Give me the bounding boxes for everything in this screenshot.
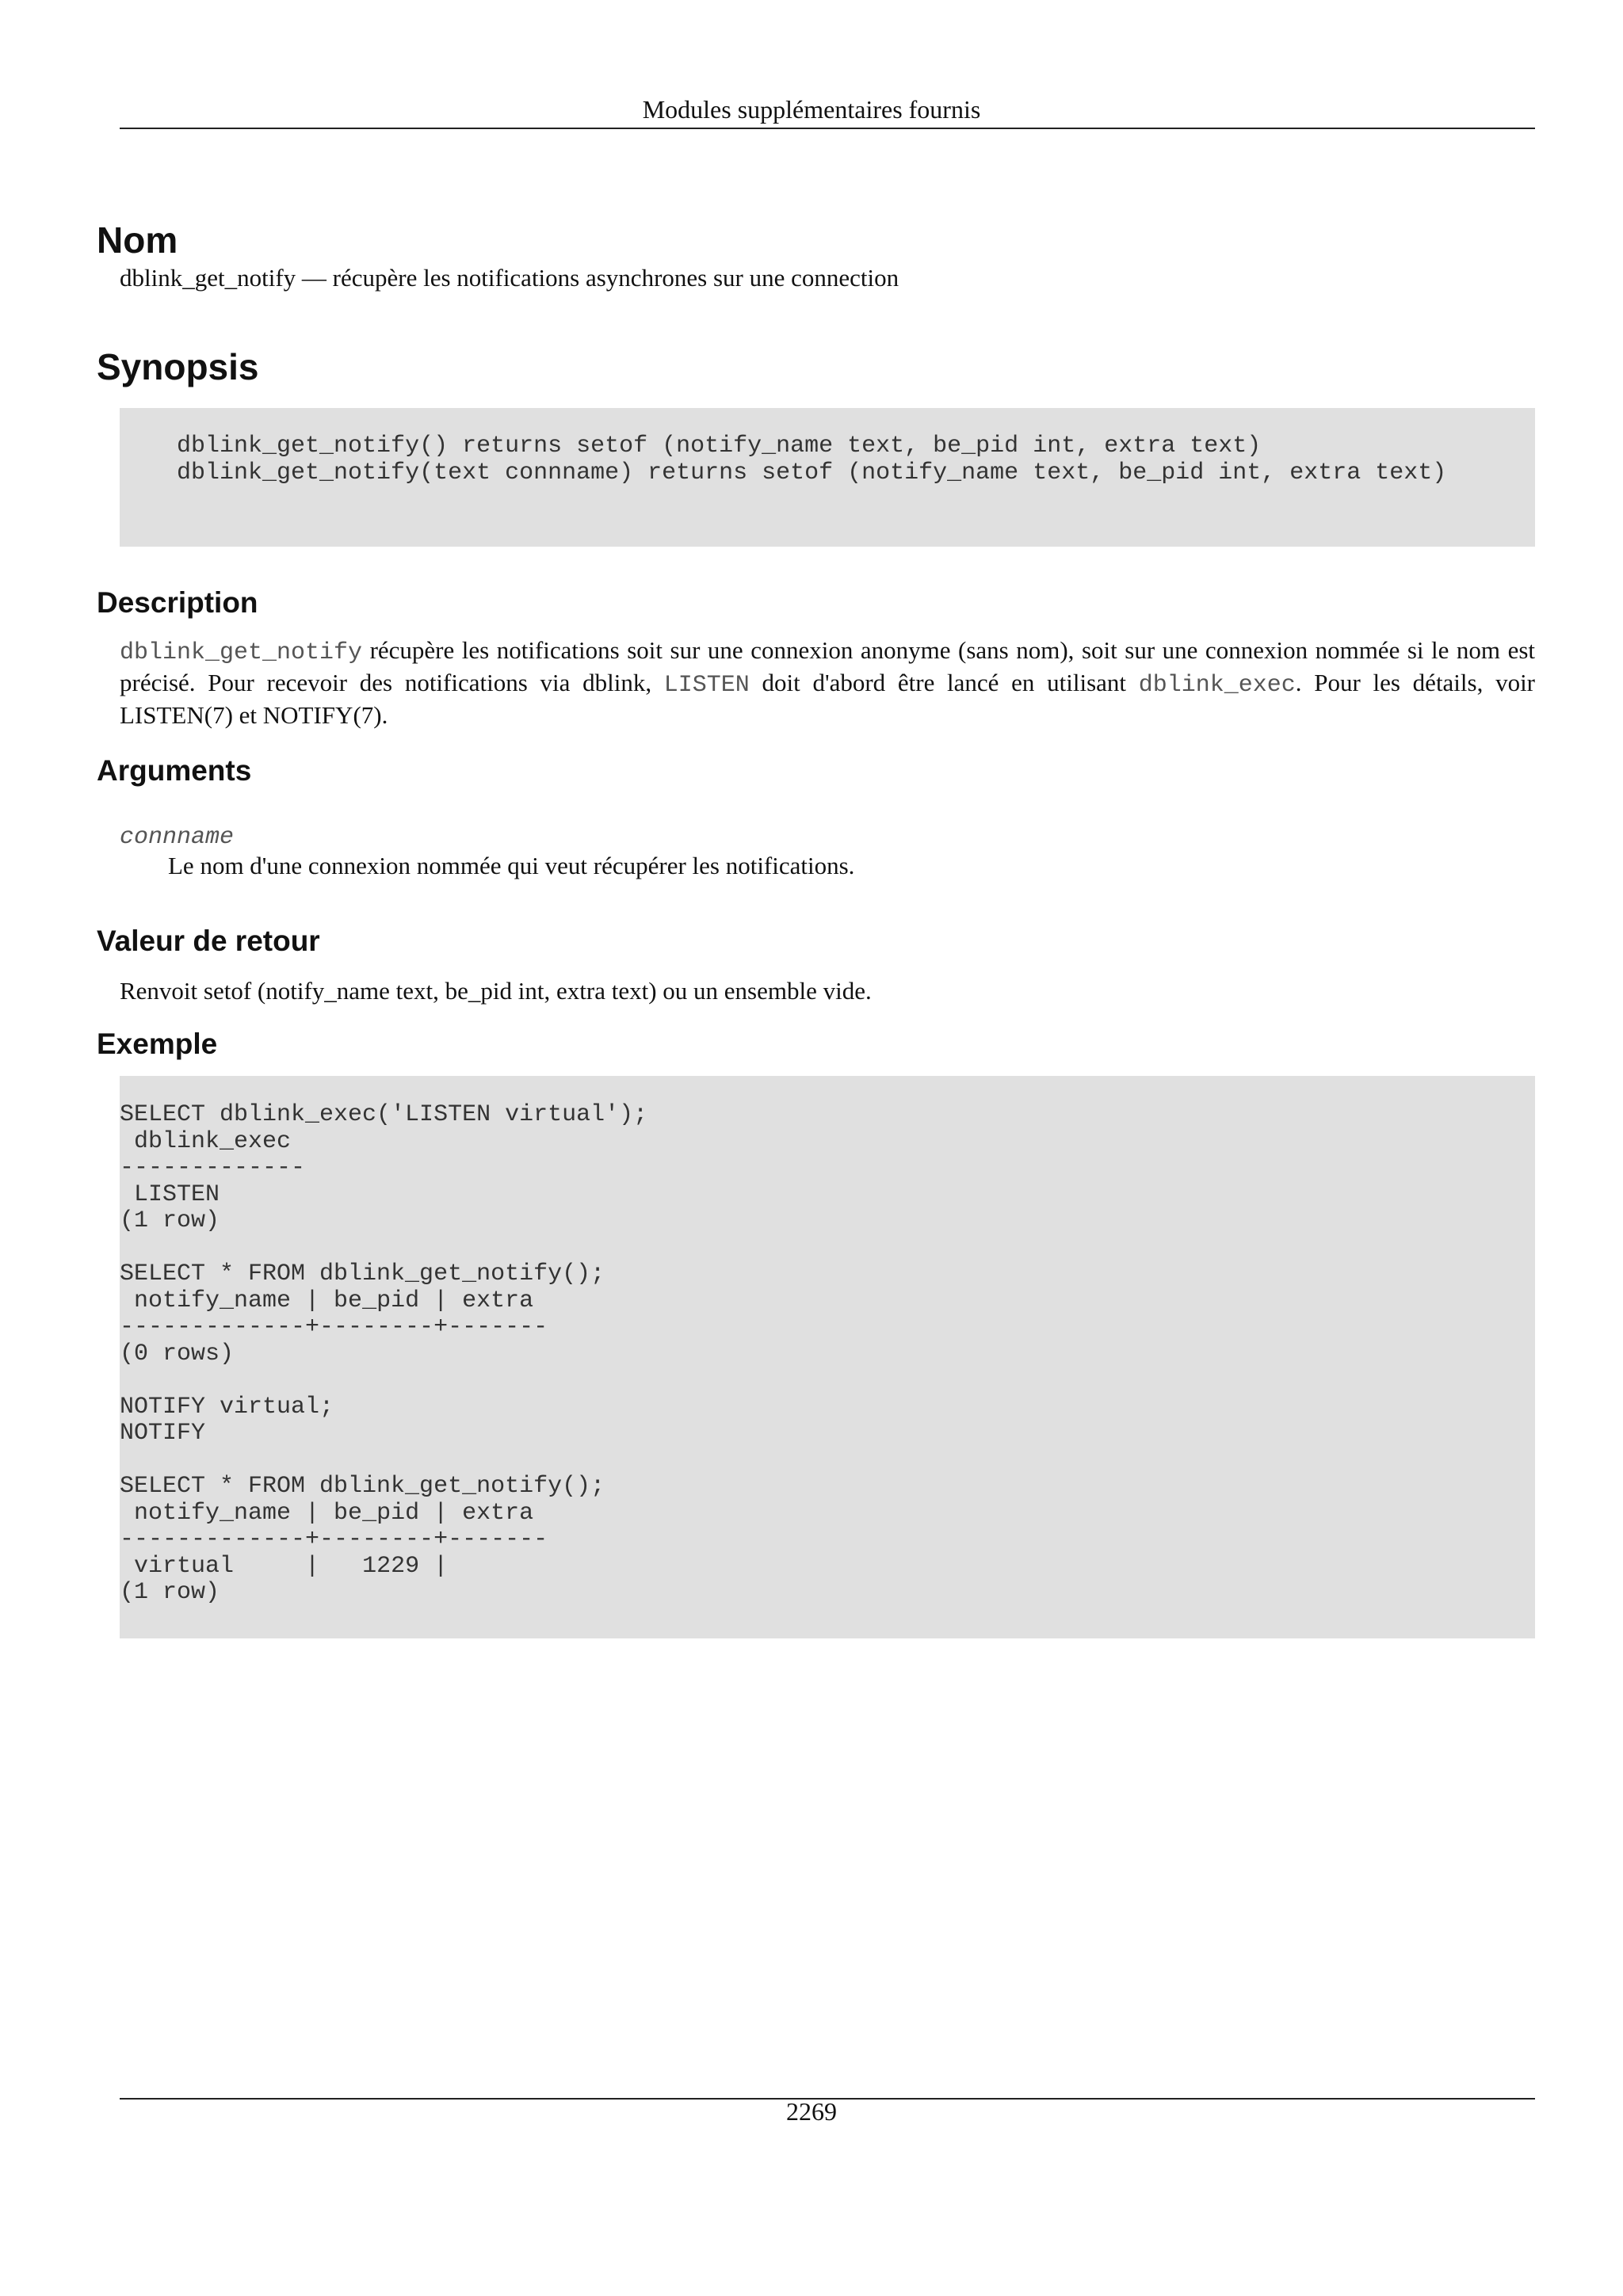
section-heading-arguments: Arguments [97, 754, 252, 787]
description-code-dblink-get-notify: dblink_get_notify [120, 639, 363, 666]
section-heading-synopsis: Synopsis [97, 346, 259, 387]
description-text-part3: . Pour les détails, voir LISTEN(7) et NOTIFY(7). [120, 669, 1536, 729]
section-heading-nom: Nom [97, 219, 178, 261]
example-code-block: SELECT dblink_exec('LISTEN virtual'); dblink_exec ------------- LISTEN (1 row) SELECT * FROM dblink_get_notify(); notify_name | be_pid | extra -------------+--------+------- (0 rows) NOTIFY virtual; NOTIFY SELECT * FROM dblink_get_notify(); notify_name | be_pid | extra -------------+--------+------- virtual | 1229 | (1 row) [120, 1076, 1535, 1638]
description-text-part2: doit d'abord être lancé en utilisant [749, 669, 1139, 696]
section-heading-description: Description [97, 586, 258, 619]
page-number: 2269 [786, 2097, 837, 2126]
description-code-dblink-exec: dblink_exec [1138, 672, 1296, 699]
section-heading-return-value: Valeur de retour [97, 925, 320, 957]
section-heading-example: Exemple [97, 1028, 218, 1060]
synopsis-code-block: dblink_get_notify() returns setof (notify_name text, be_pid int, extra text) dblink_get_notify(text connname) returns setof (notify_name text, be_pid int, extra text) [120, 408, 1535, 547]
description-text-part1: récupère les notifications soit sur une connexion anonyme (sans nom), soit sur une connexion nommée si le nom est précisé. Pour recevoir des notifications via dblink, [120, 636, 1535, 696]
nom-text: dblink_get_notify — récupère les notifications asynchrones sur une connection [120, 264, 899, 292]
argument-term-connname: connname [120, 824, 235, 851]
argument-definition-connname: Le nom d'une connexion nommée qui veut récupérer les notifications. [168, 852, 855, 879]
header-rule [120, 128, 1535, 129]
page-header-title: Modules supplémentaires fournis [642, 95, 981, 124]
return-value-text: Renvoit setof (notify_name text, be_pid int, extra text) ou un ensemble vide. [120, 977, 872, 1005]
description-code-listen: LISTEN [663, 672, 750, 699]
description-paragraph [120, 635, 1535, 730]
